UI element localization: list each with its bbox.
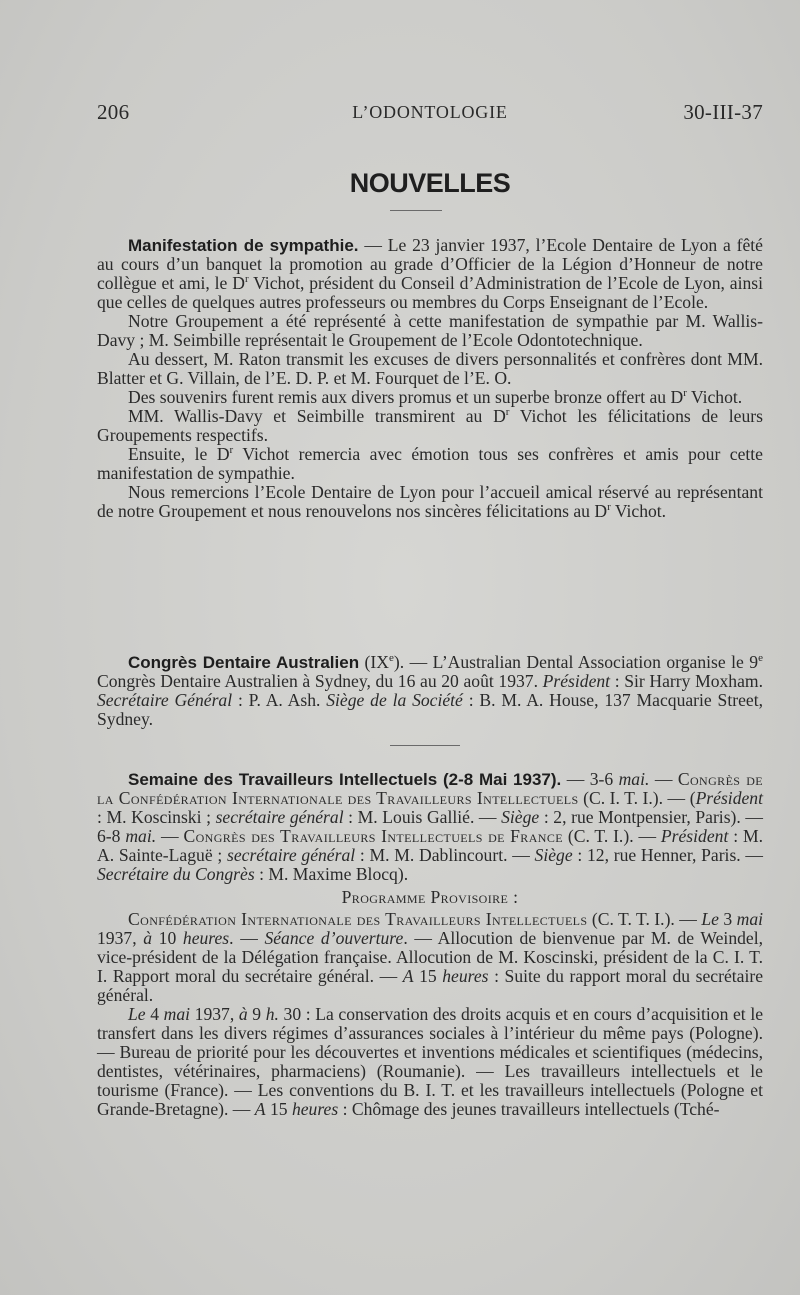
article3-heading: Semaine des Travailleurs Intellectuels (2-8 Mai 1937).	[128, 770, 562, 789]
separator-rule	[390, 745, 460, 746]
article1-paragraph-2: Notre Groupement a été représenté à cette manifestation de sympathie par M. Wallis-Davy ; M. Seimbille représentait le Groupement de l’Ecole Odontotechnique.	[97, 311, 763, 350]
article3-paragraph-2: Confédération Internationale des Travailleurs Intellectuels (C. T. T. I.). — Le 3 mai 1937, à 10 heures. — Séance d’ouverture. — Allocution de bienvenue par M. de Weindel, vice-président de la Délégation française. Allocution de M. Koscinski, président de la C. I. T. I. Rapport moral du secrétaire général. — A 15 heures : Suite du rapport moral du secrétaire général.	[97, 909, 764, 1005]
article-semaine-travailleurs	[97, 770, 763, 1119]
article-congres-australien	[97, 653, 763, 729]
article2-heading: Congrès Dentaire Australien	[128, 653, 360, 672]
article3-paragraph-3: Le 4 mai 1937, à 9 h. 30 : La conservation des droits acquis et en cours d’acquisition et le transfert dans les divers régimes d’assurances sociales à l’intérieur du même pays (Pologne). — Bureau de priorité pour les découvertes et inventions médicales et scientifiques (médecins, dentistes, vétérinaires, pharmaciens) (Roumanie). — Les travailleurs intellectuels et le tourisme (France). — Les conventions du B. I. T. et les travailleurs intellectuels (Pologne et Grande-Bretagne). — A 15 heures : Chômage des jeunes travailleurs intellectuels (Tché-	[97, 1004, 764, 1119]
running-head	[97, 100, 763, 130]
journal-title: L’ODONTOLOGIE	[352, 102, 508, 122]
page-number: 206	[97, 100, 130, 124]
article1-paragraph-7: Nous remercions l’Ecole Dentaire de Lyon pour l’accueil amical réservé au représentant de notre Groupement et nous renouvelons nos sincères félicitations au $D^r$ Vichot.	[97, 482, 763, 521]
issue-date: 30-III-37	[683, 100, 763, 124]
article-manifestation	[97, 236, 763, 521]
article1-heading: Manifestation de sympathie.	[128, 236, 359, 255]
article1-paragraph-5: MM. Wallis-Davy et Seimbille transmirent au $D^r$ Vichot les félicitations de leurs Groupements respectifs.	[97, 406, 763, 445]
section-title: NOUVELLES	[349, 168, 511, 198]
article3-paragraph-1: Semaine des Travailleurs Intellectuels (2-8 Mai 1937). — 3-6 mai. — Congrès de la Confédération Internationale des Travailleurs Intellectuels (C. I. T. I.). — (Président : M. Koscinski ; secrétaire général : M. Louis Gallié. — Siège : 2, rue Montpensier, Paris). — 6-8 mai. — Congrès des Travailleurs Intellectuels de France (C. T. I.). — Président : M. A. Sainte-Laguë ; secrétaire général : M. M. Dablincourt. — Siège : 12, rue Henner, Paris. — Secrétaire du Congrès : M. Maxime Blocq).	[97, 769, 764, 884]
article2-paragraph: Congrès Dentaire Australien (IXe). — L’Australian Dental Association organise le 9e Congrès Dentaire Australien à Sydney, du 16 au 20 août 1937. Président : Sir Harry Moxham. Secrétaire Général : P. A. Ash. Siège de la Société : B. M. A. House, 137 Macquarie Street, Sydney.	[97, 652, 763, 729]
article1-paragraph-6: Ensuite, le $D^r$ Vichot remercia avec émotion tous ses confrères et amis pour cette manifestation de sympathie.	[97, 444, 763, 483]
article1-paragraph-4: Des souvenirs furent remis aux divers promus et un superbe bronze offert au $D^r$ Vichot.	[128, 387, 743, 407]
article1-paragraph-3: Au dessert, M. Raton transmit les excuses de divers personnalités et confrères dont MM. Blatter et G. Villain, de l’E. D. P. et M. Fourquet de l’E. O.	[97, 349, 763, 388]
program-heading: Programme Provisoire :	[341, 887, 519, 907]
article1-paragraph-1: Manifestation de sympathie. — Le 23 janvier 1937, l’Ecole Dentaire de Lyon a fêté au cours d’un banquet la promotion au grade d’Officier de la Légion d’Honneur de notre collègue et ami, le $D^r$ Vichot, président du Conseil d’Administration de l’Ecole de Lyon, ainsi que celles de quelques autres professeurs ou membres du Corps Enseignant de l’Ecole.	[97, 235, 763, 312]
title-rule	[390, 210, 442, 211]
